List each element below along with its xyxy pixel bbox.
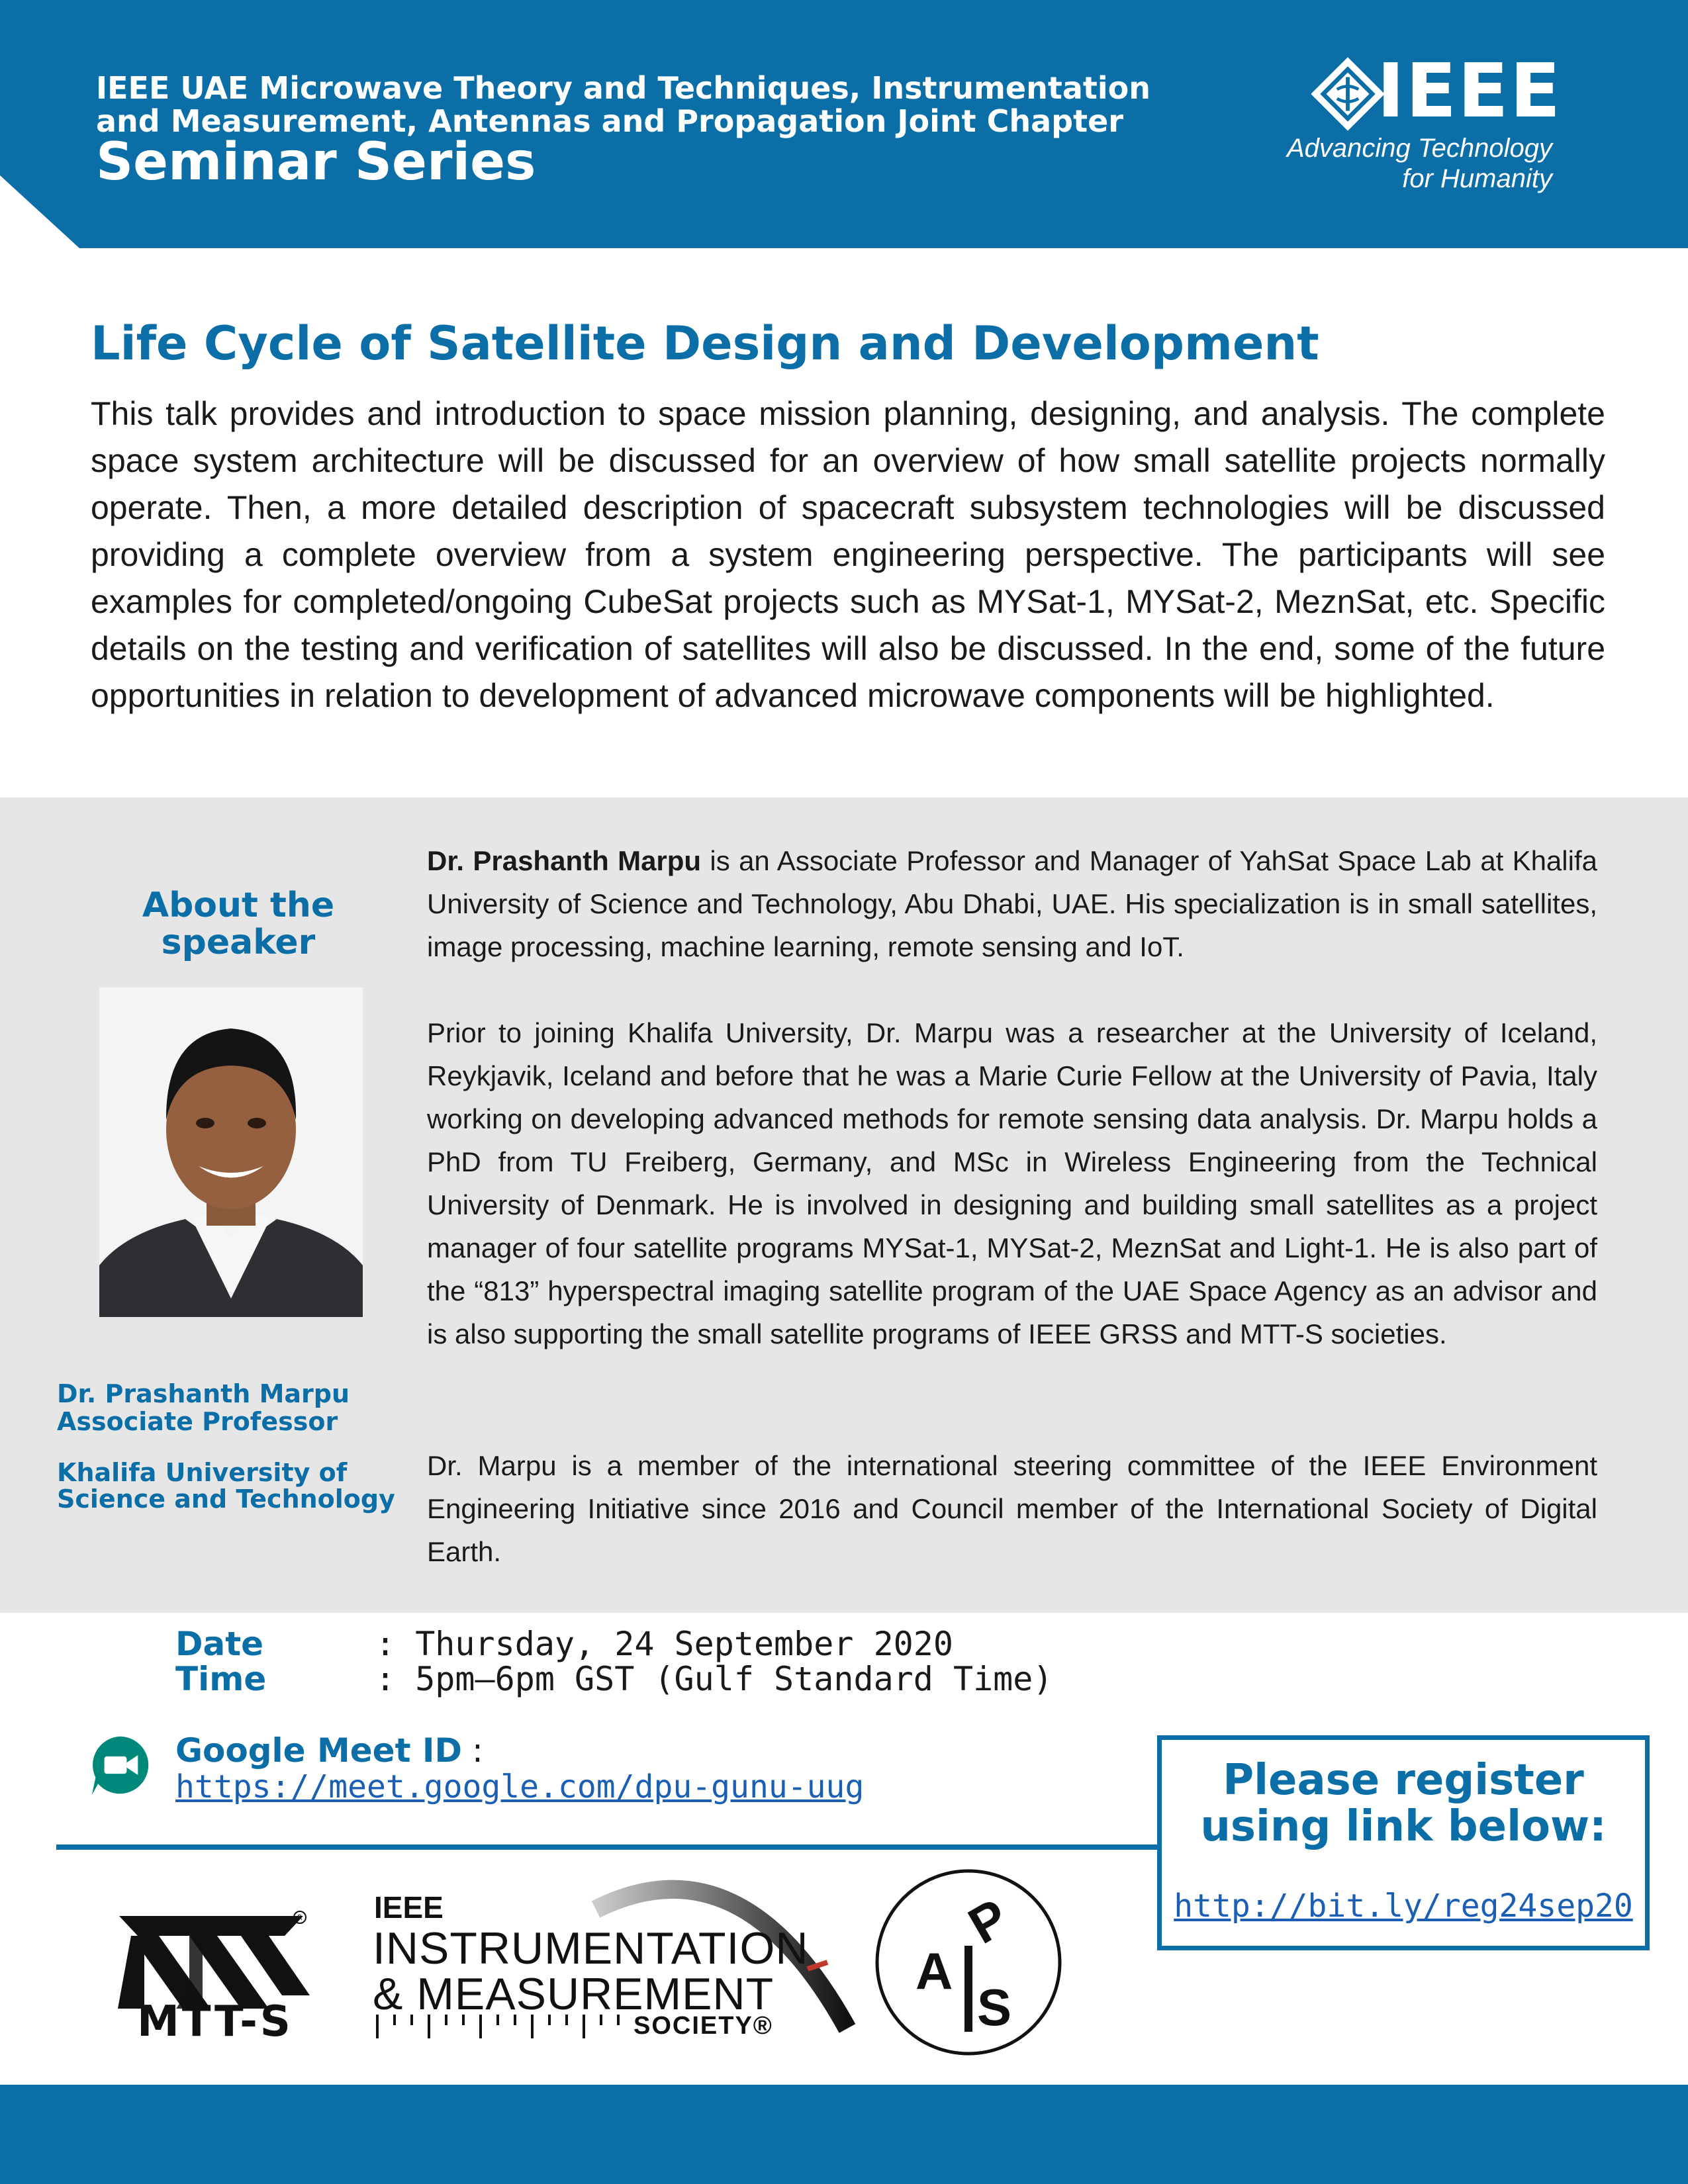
bio-speaker-name: Dr. Prashanth Marpu xyxy=(427,845,702,876)
mtt-s-logo-text: MTT-S xyxy=(137,1997,293,2046)
speaker-university-line1: Khalifa University of xyxy=(57,1458,348,1487)
date-label: Date xyxy=(175,1625,264,1663)
speaker-role: Associate Professor xyxy=(57,1407,338,1436)
footer-bar xyxy=(0,2085,1688,2184)
ieee-tagline-line2: for Humanity xyxy=(1402,164,1552,193)
ims-logo-line1: INSTRUMENTATION xyxy=(373,1923,809,1974)
speaker-name: Dr. Prashanth Marpu xyxy=(57,1379,350,1408)
google-meet-link[interactable]: https://meet.google.com/dpu-gunu-uug xyxy=(175,1768,865,1805)
ims-logo-ieee: IEEE xyxy=(374,1890,444,1925)
ims-logo-society: SOCIETY® xyxy=(633,2012,773,2040)
ieee-logo-icon xyxy=(1309,56,1386,132)
google-meet-colon: : xyxy=(472,1731,483,1770)
register-heading-line2: using link below: xyxy=(1200,1802,1607,1851)
aps-logo-letter-a: A xyxy=(915,1942,953,2000)
aps-logo-letter-s: S xyxy=(977,1978,1012,2036)
section-divider xyxy=(56,1844,1175,1850)
speaker-bio-paragraph-2: Prior to joining Khalifa University, Dr. Marpu was a researcher at the University of Iceland, Reykjavik, Iceland and before that he was a Marie Curie Fellow at the University of Pavia, Italy working on developing advanced methods for remote sensing data analysis. Dr. Marpu holds a PhD from TU Freiberg, Germany, and MSc in Wireless Engineering from the Technical University of Denmark. He is involved in designing and building small satellites as a project manager of four satellite programs MYSat-1, MYSat-2, MeznSat and Light-1. He is also part of the “813” hyperspectral imaging satellite program of the UAE Space Agency as an advisor and is also supporting the small satellite programs of IEEE GRSS and MTT-S societies. xyxy=(427,1017,1597,1349)
svg-text:R: R xyxy=(297,1913,303,1922)
chapter-name-line1: IEEE UAE Microwave Theory and Techniques, Instrumentation xyxy=(96,70,1150,106)
ims-logo-line2: & MEASUREMENT xyxy=(373,1969,774,2019)
ieee-logo-word: IEEE xyxy=(1377,48,1562,134)
bio-paragraph-1-text: is an Associate Professor and Manager of YahSat Space Lab at Khalifa University of Science and Technology, Abu Dhabi, UAE. His specialization is in small satellites, image processing, machine learning, remote sensing and IoT. xyxy=(427,845,1597,962)
talk-title: Life Cycle of Satellite Design and Development xyxy=(91,316,1319,371)
ims-logo-ticks-icon xyxy=(375,2012,630,2040)
speaker-university-line2: Science and Technology xyxy=(57,1484,395,1514)
speaker-photo xyxy=(99,987,363,1317)
about-speaker-heading: About the speaker xyxy=(142,886,335,962)
series-title: Seminar Series xyxy=(96,132,536,192)
date-value: : Thursday, 24 September 2020 xyxy=(375,1625,953,1663)
google-meet-icon xyxy=(89,1734,152,1796)
aps-logo-letter-p: P xyxy=(959,1887,1018,1955)
header-notch xyxy=(0,175,79,248)
speaker-bio-paragraph-3: Dr. Marpu is a member of the international steering committee of the IEEE Environment Engineering Initiative since 2016 and Council member of the International Society of Digital Earth. xyxy=(427,1450,1597,1567)
register-heading xyxy=(1157,1757,1650,1850)
speaker-bio-paragraph-1 xyxy=(427,839,1597,968)
chapter-name-line2: and Measurement, Antennas and Propagation Joint Chapter xyxy=(96,103,1123,139)
time-label: Time xyxy=(175,1660,267,1698)
time-value: : 5pm—6pm GST (Gulf Standard Time) xyxy=(375,1660,1053,1698)
register-link[interactable]: http://bit.ly/reg24sep20 xyxy=(1174,1888,1633,1925)
register-heading-line1: Please register xyxy=(1223,1756,1584,1805)
ieee-tagline-line1: Advancing Technology xyxy=(1286,134,1552,163)
talk-abstract: This talk provides and introduction to space mission planning, designing, and analysis. The complete space system architecture will be discussed for an overview of how small satellite projects normally operate. Then, a more detailed description of spacecraft subsystem technologies will be discussed providing a complete overview from a system engineering perspective. The participants will see examples for completed/ongoing CubeSat projects such as MYSat-1, MYSat-2, MeznSat, etc. Specific details on the testing and verification of satellites will also be discussed. In the end, some of the future opportunities in relation to development of advanced microwave components will be highlighted. xyxy=(91,395,1605,714)
google-meet-label: Google Meet ID xyxy=(175,1731,462,1770)
aps-logo-icon xyxy=(872,1866,1064,2058)
